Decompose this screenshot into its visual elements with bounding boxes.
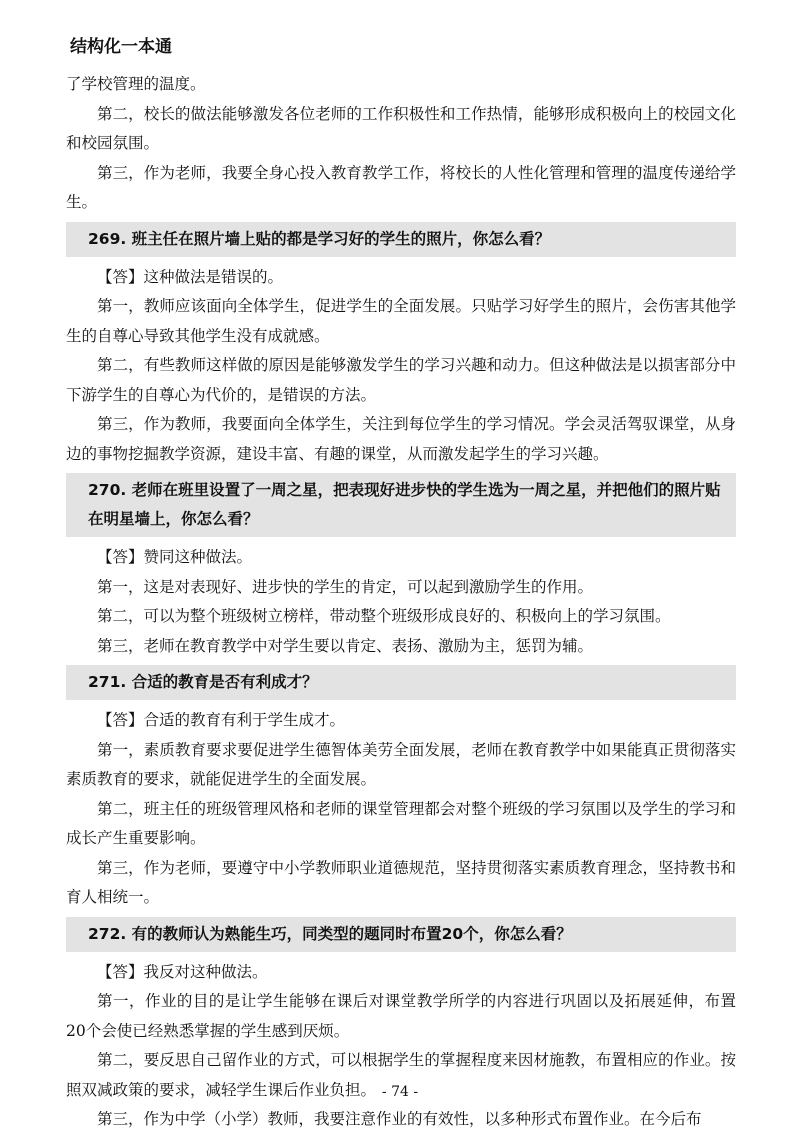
question-270-heading: 270. 老师在班里设置了一周之星，把表现好进步快的学生选为一周之星，并把他们的照片贴在明星墙上，你怎么看？ [66,473,736,537]
answer-270-point-3: 第三，老师在教育教学中对学生要以肯定、表扬、激励为主，惩罚为辅。 [97,636,594,655]
answer-269-summary: 【答】这种做法是错误的。 [97,267,284,286]
answer-272-point-2: 第二，要反思自己留作业的方式，可以根据学生的掌握程度来因材施教，布置相应的作业。按照双减政策的要求，减轻学生课后作业负担。 [66,1051,736,1099]
answer-271-summary: 【答】合适的教育有利于学生成才。 [97,711,346,729]
answer-271-point-1: 第一，素质教育要求要促进学生德智体美劳全面发展，老师在教育教学中如果能真正贯彻落实素质教育的要求，就能促进学生的全面发展。 [66,740,736,788]
answer-272-point-1: 第一，作业的目的是让学生能够在课后对课堂教学所学的内容进行巩固以及拓展延伸，布置20个会使已经熟悉掌握的学生感到厌烦。 [66,992,736,1040]
intro-point-3: 第三，作为老师，我要全身心投入教育教学工作，将校长的人性化管理和管理的温度传递给学生。 [66,163,736,211]
answer-272-summary: 【答】我反对这种做法。 [97,962,268,981]
page-number: - 74 - [381,1084,419,1100]
answer-270-point-1: 第一，这是对表现好、进步快的学生的肯定，可以起到激励学生的作用。 [97,577,594,596]
intro-continuation: 了学校管理的温度。 [66,75,206,93]
question-271-heading: 271. 合适的教育是否有利成才？ [66,665,736,700]
answer-271-point-2: 第二，班主任的班级管理风格和老师的课堂管理都会对整个班级的学习氛围以及学生的学习和成长产生重要影响。 [66,799,736,847]
answer-269-point-3: 第三，作为教师，我要面向全体学生，关注到每位学生的学习情况。学会灵活驾驭课堂，从身边的事物挖掘教学资源，建设丰富、有趣的课堂，从而激发起学生的学习兴趣。 [66,415,736,463]
question-269-heading: 269. 班主任在照片墙上贴的都是学习好的学生的照片，你怎么看？ [66,222,736,257]
question-272-heading: 272. 有的教师认为熟能生巧，同类型的题同时布置20个，你怎么看？ [66,917,736,952]
answer-270-point-2: 第二，可以为整个班级树立榜样，带动整个班级形成良好的、积极向上的学习氛围。 [97,607,671,625]
answer-269-point-2: 第二，有些教师这样做的原因是能够激发学生的学习兴趣和动力。但这种做法是以损害部分中下游学生的自尊心为代价的，是错误的方法。 [66,356,736,404]
answer-270-summary: 【答】赞同这种做法。 [97,548,253,566]
answer-272-point-3: 第三，作为中学（小学）教师，我要注意作业的有效性，以多种形式布置作业。在今后布 [97,1110,702,1128]
book-title-header: 结构化一本通 [70,37,172,57]
answer-271-point-3: 第三，作为老师，要遵守中小学教师职业道德规范，坚持贯彻落实素质教育理念，坚持教书和育人相统一。 [66,858,736,906]
document-body [66,70,736,1135]
answer-269-point-1: 第一，教师应该面向全体学生，促进学生的全面发展。只贴学习好学生的照片，会伤害其他学生的自尊心导致其他学生没有成就感。 [66,297,736,345]
intro-point-2: 第二，校长的做法能够激发各位老师的工作积极性和工作热情，能够形成积极向上的校园文化和校园氛围。 [66,104,736,152]
